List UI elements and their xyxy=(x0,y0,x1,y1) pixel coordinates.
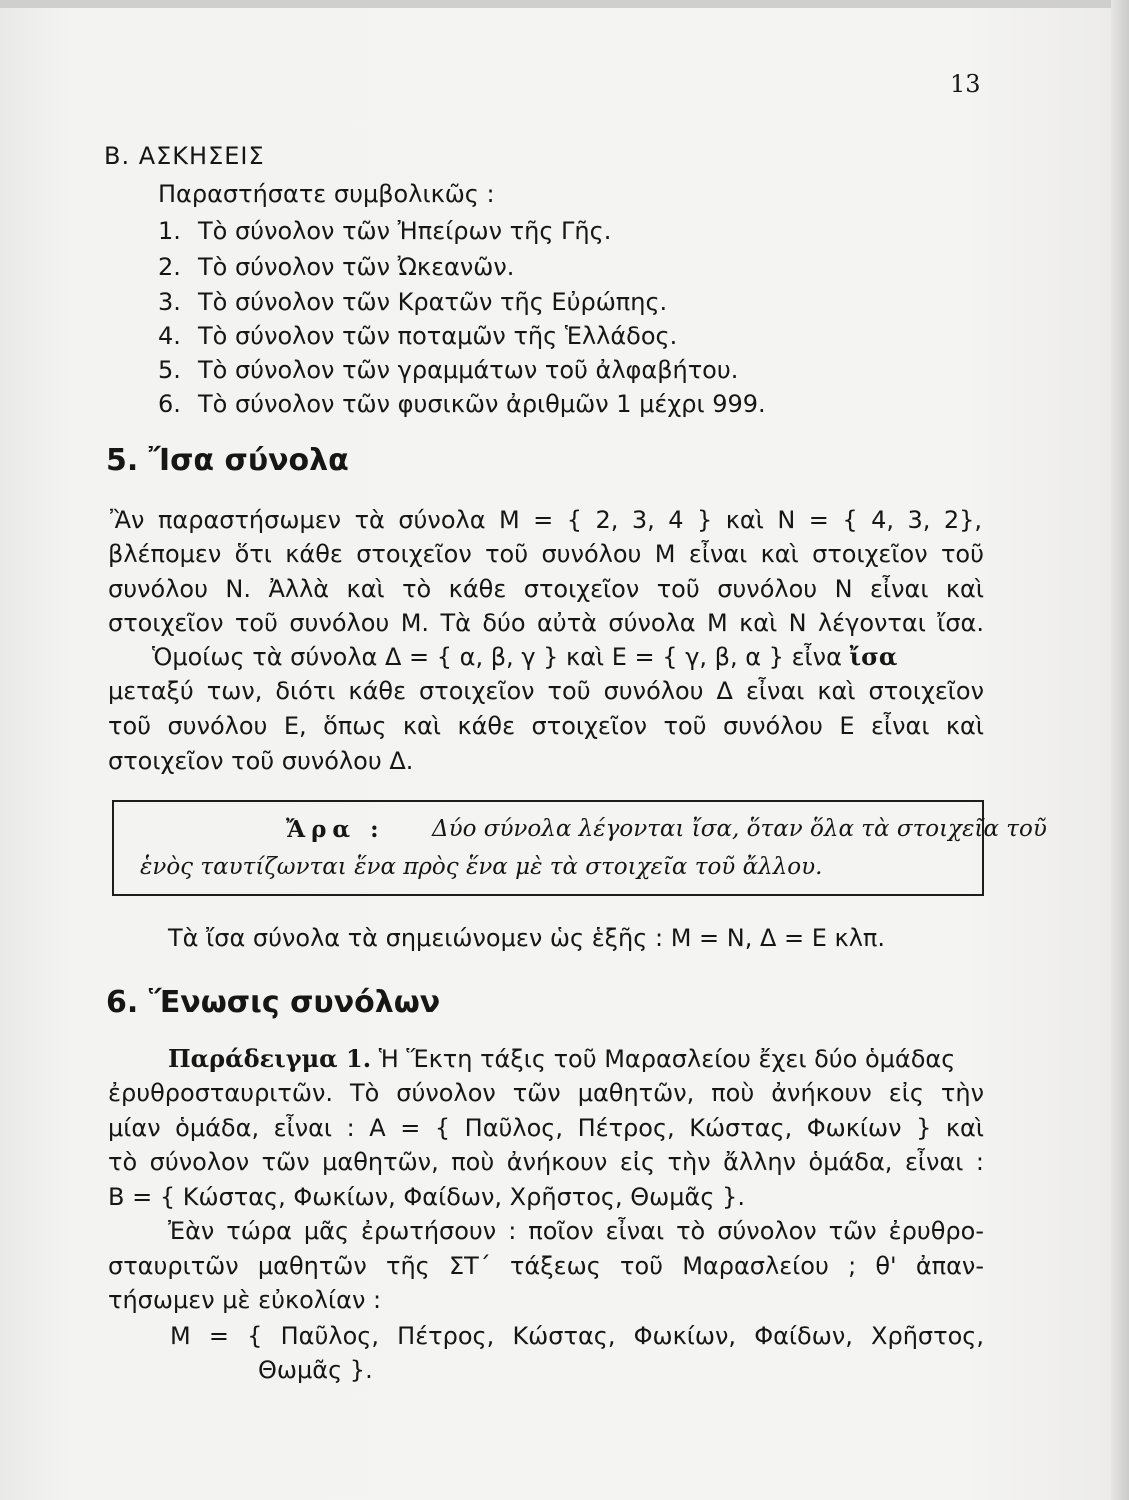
section-5-line: στοιχεῖον τοῦ συνόλου Δ. xyxy=(108,747,414,775)
exercise-item xyxy=(158,286,667,318)
section-6-line: ἐρυθροσταυριτῶν. Τὸ σύνολον τῶν μαθητῶν, ποὺ ἀνήκουν εἰς τὴν xyxy=(108,1079,984,1107)
page-spine-shadow xyxy=(1111,0,1129,1500)
section-5-line: μεταξύ των, διότι κάθε στοιχεῖον τοῦ συνόλου Δ εἶναι καὶ στοιχεῖον xyxy=(108,677,984,705)
exercise-number: 6. xyxy=(158,390,181,418)
exercise-item xyxy=(158,320,677,352)
section-6-line: Ἐὰν τώρα μᾶς ἐρωτήσουν : ποῖον εἶναι τὸ σύνολον τῶν ἐρυθρο- xyxy=(168,1217,984,1245)
exercise-text: Τὸ σύνολον τῶν φυσικῶν ἀριθμῶν 1 μέχρι 999. xyxy=(198,390,766,418)
exercises-intro: Παραστήσατε συμβολικῶς : xyxy=(158,180,495,208)
section-6-line: Μ = { Παῦλος, Πέτρος, Κώστας, Φωκίων, Φαίδων, Χρῆστος, xyxy=(170,1322,984,1350)
section-5-line: βλέπομεν ὅτι κάθε στοιχεῖον τοῦ συνόλου Μ εἶναι καὶ στοιχεῖον τοῦ xyxy=(108,540,984,568)
section-6-line: μίαν ὁμάδα, εἶναι : Α = { Παῦλος, Πέτρος, Κώστας, Φωκίων } καὶ xyxy=(108,1114,984,1142)
example-label: Παράδειγμα 1. xyxy=(168,1044,372,1073)
exercise-item xyxy=(158,354,738,386)
bold-equal-word: ἴσα xyxy=(849,642,898,671)
section-5-line: στοιχεῖον τοῦ συνόλου Μ. Τὰ δύο αὐτὰ σύνολα Μ καὶ Ν λέγονται ἴσα. xyxy=(108,609,984,637)
example-first-line xyxy=(168,1043,984,1075)
section-6-line: Β = { Κώστας, Φωκίων, Φαίδων, Χρῆστος, Θωμᾶς }. xyxy=(108,1183,745,1211)
exercise-item xyxy=(158,215,611,247)
section-6-line: τὸ σύνολον τῶν μαθητῶν, ποὺ ἀνήκουν εἰς τὴν ἄλλην ὁμάδα, εἶναι : xyxy=(108,1148,984,1176)
section-6-line: τήσωμεν μὲ εὐκολίαν : xyxy=(108,1286,382,1314)
section-6-title: 6. Ἕνωσις συνόλων xyxy=(106,985,441,1020)
exercise-item xyxy=(158,388,766,420)
definition-label-text: Ἄρα : xyxy=(286,816,385,843)
example-line-text: Ἡ Ἕκτη τάξις τοῦ Μαρασλείου ἔχει δύο ὁμάδας xyxy=(378,1045,956,1073)
definition-line-1: Δύο σύνολα λέγονται ἴσα, ὅταν ὅλα τὰ στοιχεῖα τοῦ xyxy=(432,816,1047,842)
section-5-title: 5. Ἴσα σύνολα xyxy=(106,443,349,478)
exercise-number: 2. xyxy=(158,253,181,281)
page-number: 13 xyxy=(950,70,981,98)
notation-line: Τὰ ἴσα σύνολα τὰ σημειώνομεν ὡς ἑξῆς : Μ = Ν, Δ = Ε κλπ. xyxy=(168,924,885,952)
exercise-text: Τὸ σύνολον τῶν ποταμῶν τῆς Ἑλλάδος. xyxy=(198,322,678,350)
exercise-number: 1. xyxy=(158,217,181,245)
exercise-number: 4. xyxy=(158,322,181,350)
exercise-item xyxy=(158,251,514,283)
section-5-line: συνόλου Ν. Ἀλλὰ καὶ τὸ κάθε στοιχεῖον τοῦ συνόλου Ν εἶναι καὶ xyxy=(108,575,984,603)
exercise-text: Τὸ σύνολον τῶν Ἠπείρων τῆς Γῆς. xyxy=(198,217,612,245)
definition-label xyxy=(286,816,385,843)
page-top-edge xyxy=(0,0,1129,8)
exercise-text: Τὸ σύνολον τῶν Ὠκεανῶν. xyxy=(198,253,515,281)
section-5-line: Ἂν παραστήσωμεν τὰ σύνολα Μ = { 2, 3, 4 } καὶ Ν = { 4, 3, 2}, xyxy=(110,506,982,534)
section-5-line xyxy=(152,641,984,673)
exercise-text: Τὸ σύνολον τῶν γραμμάτων τοῦ ἀλφαβήτου. xyxy=(198,356,739,384)
definition-line-2: ἑνὸς ταυτίζωνται ἕνα πρὸς ἕνα μὲ τὰ στοιχεῖα τοῦ ἄλλου. xyxy=(140,854,823,880)
exercise-number: 5. xyxy=(158,356,181,384)
section-5-line: τοῦ συνόλου Ε, ὅπως καὶ κάθε στοιχεῖον τοῦ συνόλου Ε εἶναι καὶ xyxy=(108,712,984,740)
exercises-heading: Β. ΑΣΚΗΣΕΙΣ xyxy=(104,142,265,170)
section-5-line-text: Ὁμοίως τὰ σύνολα Δ = { α, β, γ } καὶ Ε = { γ, β, α } εἶνα xyxy=(152,643,842,671)
exercise-text: Τὸ σύνολον τῶν Κρατῶν τῆς Εὐρώπης. xyxy=(198,288,668,316)
section-6-line: Θωμᾶς }. xyxy=(258,1356,373,1384)
exercise-number: 3. xyxy=(158,288,181,316)
definition-box xyxy=(112,800,1047,896)
section-6-line: σταυριτῶν μαθητῶν τῆς ΣΤ΄ τάξεως τοῦ Μαρασλείου ; θ' ἀπαν- xyxy=(108,1252,984,1280)
